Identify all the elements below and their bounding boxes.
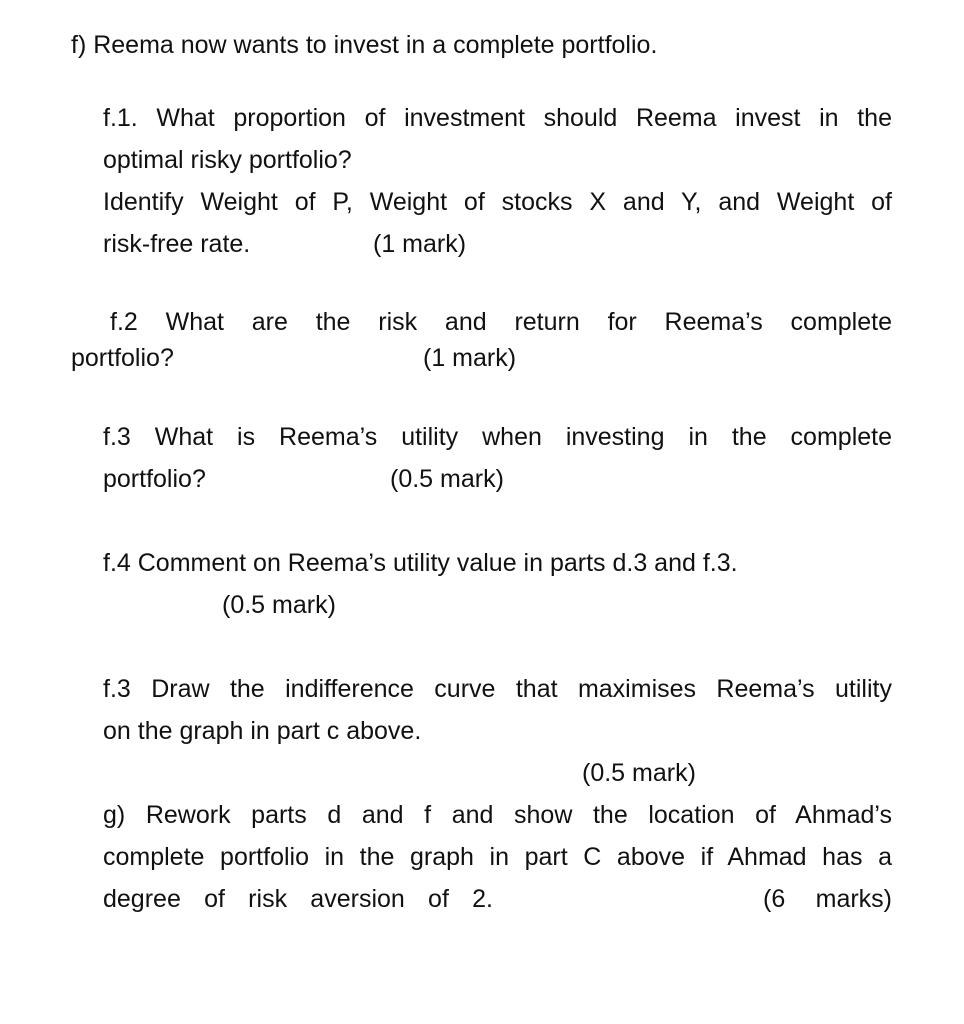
question-f2-line1: f.2 What are the risk and return for Reema’s complete	[110, 308, 892, 336]
question-f1-line1: f.1. What proportion of investment should Reema invest in the	[103, 104, 892, 132]
question-f4-line1: f.4 Comment on Reema’s utility value in parts d.3 and f.3.	[103, 549, 738, 577]
question-f1-marks: (1 mark)	[373, 230, 467, 258]
question-f3-line1: f.3 What is Reema’s utility when investing in the complete	[103, 423, 892, 451]
question-g-line2: complete portfolio in the graph in part C above if Ahmad has a	[103, 843, 892, 871]
question-f1-line2: optimal risky portfolio?	[103, 146, 352, 174]
question-f3-marks: (0.5 mark)	[390, 465, 504, 493]
question-f3b-marks: (0.5 mark)	[582, 759, 696, 787]
question-f1-line3: Identify Weight of P, Weight of stocks X and Y, and Weight of	[103, 188, 892, 216]
question-f1-line4: risk-free rate.	[103, 230, 251, 258]
question-g-marks: (6 marks)	[763, 885, 892, 913]
question-f3b-line1: f.3 Draw the indifference curve that maximises Reema’s utility	[103, 675, 892, 703]
question-f-intro: f) Reema now wants to invest in a complete portfolio.	[71, 31, 658, 59]
question-f4-marks: (0.5 mark)	[222, 591, 336, 619]
question-f2-marks: (1 mark)	[423, 344, 517, 372]
question-g-line3: degree of risk aversion of 2.	[103, 885, 493, 913]
question-g-line1: g) Rework parts d and f and show the location of Ahmad’s	[103, 801, 892, 829]
question-f3-line2: portfolio?	[103, 465, 206, 493]
question-f3b-line2: on the graph in part c above.	[103, 717, 422, 745]
question-f2-line2: portfolio?	[71, 344, 174, 372]
